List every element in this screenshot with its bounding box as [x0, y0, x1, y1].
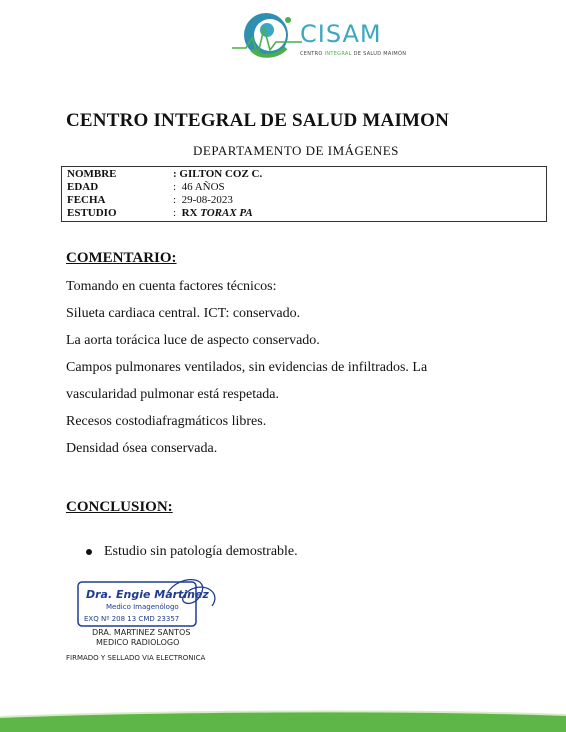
patient-row-nombre	[67, 168, 546, 181]
patient-age: 46 AÑOS	[181, 181, 225, 193]
bullet-icon	[86, 549, 92, 555]
comment-line: Silueta cardiaca central. ICT: conservado.	[66, 306, 301, 321]
patient-label: FECHA	[67, 194, 106, 206]
patient-colon: :	[173, 194, 177, 206]
conclusion-heading: CONCLUSION:	[66, 499, 173, 515]
logo-emblem-icon	[232, 6, 302, 64]
signer-role: MEDICO RADIOLOGO	[96, 638, 180, 647]
list-item	[86, 544, 298, 560]
logo-tag-left: CENTRO	[300, 51, 325, 57]
patient-info-box	[61, 166, 547, 222]
signed-note: FIRMADO Y SELLADO VIA ELECTRONICA	[66, 654, 206, 662]
study-date: 29-08-2023	[181, 194, 233, 206]
patient-value-estudio	[173, 207, 253, 220]
comment-line: La aorta torácica luce de aspecto conservado.	[66, 333, 320, 348]
cisam-logo	[232, 6, 407, 66]
patient-value-nombre	[173, 168, 262, 181]
patient-label: EDAD	[67, 181, 99, 193]
study-type: RX	[181, 207, 201, 219]
comentario-heading: COMENTARIO:	[66, 250, 177, 266]
logo-name: CISAM	[300, 20, 382, 48]
patient-colon: :	[173, 181, 177, 193]
signer-name: DRA. MARTINEZ SANTOS	[92, 628, 191, 637]
patient-row-fecha	[67, 194, 546, 207]
patient-value-fecha	[173, 194, 233, 207]
comment-line: vascularidad pulmonar está respetada.	[66, 387, 280, 402]
logo-tag-green: INTEGRAL	[324, 51, 352, 57]
patient-label: ESTUDIO	[67, 207, 117, 219]
comment-line: Campos pulmonares ventilados, sin evidencias de infiltrados. La	[66, 360, 428, 375]
patient-row-edad	[67, 181, 546, 194]
patient-row-estudio	[67, 207, 546, 220]
department-name: DEPARTAMENTO DE IMÁGENES	[193, 143, 399, 158]
patient-label: NOMBRE	[67, 168, 117, 180]
stamp-line3: EXQ Nº 208 13 CMD 23357	[84, 615, 180, 623]
report-title: CENTRO INTEGRAL DE SALUD MAIMON	[66, 110, 450, 131]
patient-colon: :	[173, 207, 177, 219]
comment-line: Densidad ósea conservada.	[66, 441, 218, 456]
stamp-line2: Medico Imagenólogo	[106, 603, 179, 611]
conclusion-item: Estudio sin patología demostrable.	[104, 544, 298, 559]
study-view: TORAX PA	[200, 207, 253, 219]
signer-block	[92, 628, 190, 648]
patient-value-edad	[173, 181, 225, 194]
signature-stamp	[72, 572, 232, 632]
comment-line: Tomando en cuenta factores técnicos:	[66, 279, 277, 294]
conclusion-list	[86, 544, 298, 560]
logo-tagline	[300, 51, 406, 57]
patient-colon: :	[173, 168, 177, 180]
footer-wave	[0, 707, 566, 732]
logo-tag-right: DE SALUD MAIMÓN	[351, 51, 407, 57]
stamp-line1: Dra. Engie Martinez	[86, 588, 209, 601]
comment-line: Recesos costodiafragmáticos libres.	[66, 414, 267, 429]
comentario-body	[66, 278, 427, 467]
patient-name: GILTON COZ C.	[179, 168, 263, 180]
